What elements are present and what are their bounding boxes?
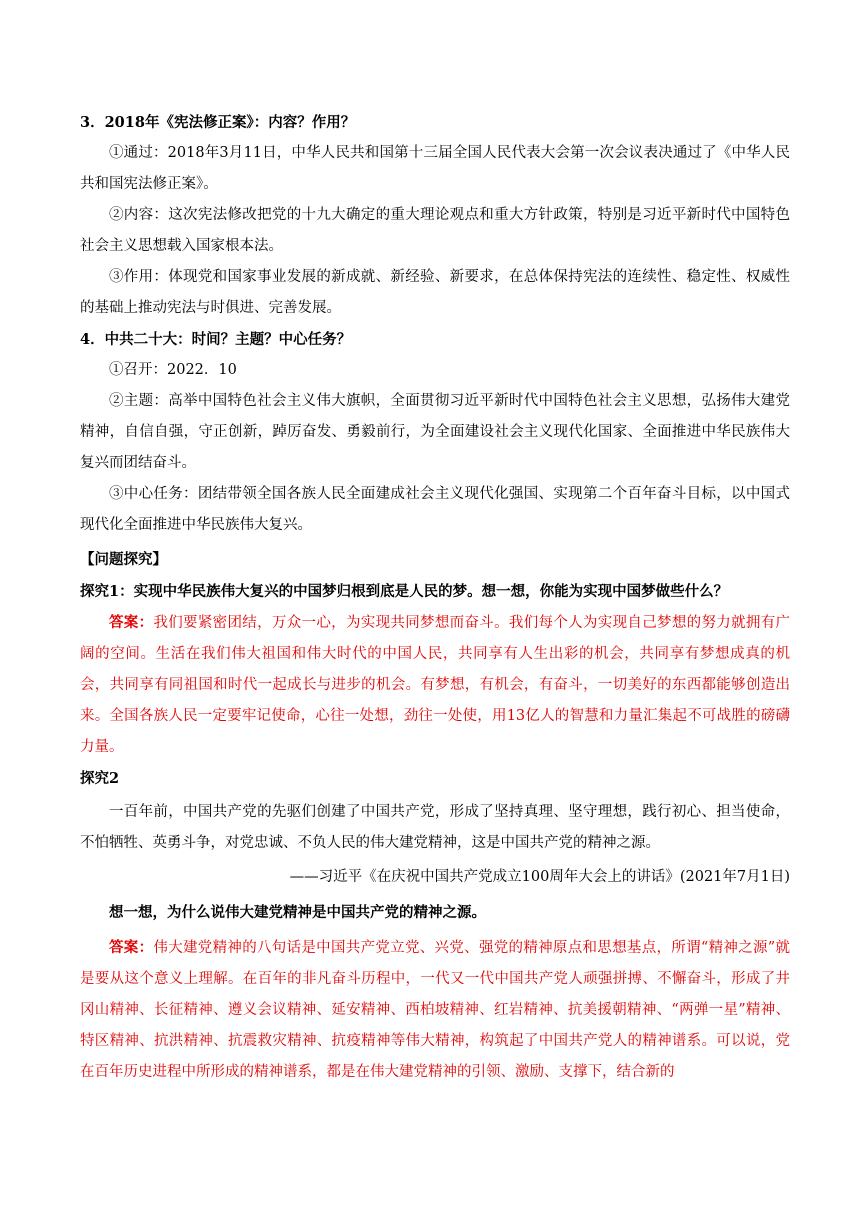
inquiry-2-quote: 一百年前，中国共产党的先驱们创建了中国共产党，形成了坚持真理、坚守理想，践行初心、担当使命，不怕牺牲、英勇斗争，对党忠诚、不负人民的伟大建党精神，这是中国共产党的精神之源。 — [80, 804, 790, 851]
inquiry-answer-1 — [80, 607, 790, 763]
answer-1-text: 我们要紧密团结，万众一心，为实现共同梦想而奋斗。我们每个人为实现自己梦想的努力就拥有广阔的空间。生活在我们伟大祖国和伟大时代的中国人民，共同享有人生出彩的机会，共同享有梦想成真的机会，共同享有同祖国和时代一起成长与进步的机会。有梦想，有机会，有奋斗，一切美好的东西都能够创造出来。全国各族人民一定要牢记使命，心往一处想，劲往一处使，用13亿人的智慧和力量汇集起不可战胜的磅礴力量。 — [80, 615, 791, 755]
section-3-paragraph-2: ②内容：这次宪法修改把党的十九大确定的重大理论观点和重大方针政策，特别是习近平新时代中国特色社会主义思想载入国家根本法。 — [80, 207, 790, 254]
section-4-paragraph-2: ②主题：高举中国特色社会主义伟大旗帜，全面贯彻习近平新时代中国特色社会主义思想，弘扬伟大建党精神，自信自强，守正创新，踔厉奋发、勇毅前行，为全面建设社会主义现代化国家、全面推进中华民族伟大复兴而团结奋斗。 — [80, 393, 790, 471]
inquiry-2-title: 探究2 — [80, 770, 120, 787]
section-3-paragraph-1: ①通过：2018年3月11日，中华人民共和国第十三届全国人民代表大会第一次会议表决通过了《中华人民共和国宪法修正案》。 — [80, 145, 790, 192]
inquiry-2-quote-source: ——习近平《在庆祝中国共产党成立100周年大会上的讲话》(2021年7月1日) — [289, 869, 790, 885]
inquiry-heading: 【问题探究】 — [80, 551, 167, 568]
section-4-heading: 4．中共二十大：时间？主题？中心任务？ — [80, 331, 352, 348]
section-4-paragraph-1: ①召开：2022．10 — [109, 362, 237, 378]
answer-label: 答案： — [109, 939, 154, 956]
answer-2-text: 伟大建党精神的八句话是中国共产党立党、兴党、强党的精神原点和思想基点，所谓“精神之源”就是要从这个意义上理解。在百年的非凡奋斗历程中，一代又一代中国共产党人顽强拼搏、不懈奋斗，形成了井冈山精神、长征精神、遵义会议精神、延安精神、西柏坡精神、红岩精神、抗美援朝精神、“两弹一星”精神、特区精神、抗洪精神、抗震救灾精神、抗疫精神等伟大精神，构筑起了中国共产党人的精神谱系。可以说，党在百年历史进程中所形成的精神谱系，都是在伟大建党精神的引领、激励、支撑下，结合新的 — [80, 940, 791, 1080]
section-3-heading: 3．2018年《宪法修正案》：内容？作用？ — [80, 114, 356, 131]
section-4-paragraph-3: ③中心任务：团结带领全国各族人民全面建成社会主义现代化强国、实现第二个百年奋斗目标，以中国式现代化全面推进中华民族伟大复兴。 — [80, 486, 790, 533]
inquiry-question-1: 探究1：实现中华民族伟大复兴的中国梦归根到底是人民的梦。想一想，你能为实现中国梦做些什么？ — [80, 583, 729, 600]
answer-label: 答案： — [109, 614, 154, 631]
inquiry-question-2: 想一想，为什么说伟大建党精神是中国共产党的精神之源。 — [109, 904, 486, 921]
inquiry-answer-2 — [80, 932, 790, 1088]
section-3-paragraph-3: ③作用：体现党和国家事业发展的新成就、新经验、新要求，在总体保持宪法的连续性、稳定性、权威性的基础上推动宪法与时俱进、完善发展。 — [80, 269, 790, 316]
